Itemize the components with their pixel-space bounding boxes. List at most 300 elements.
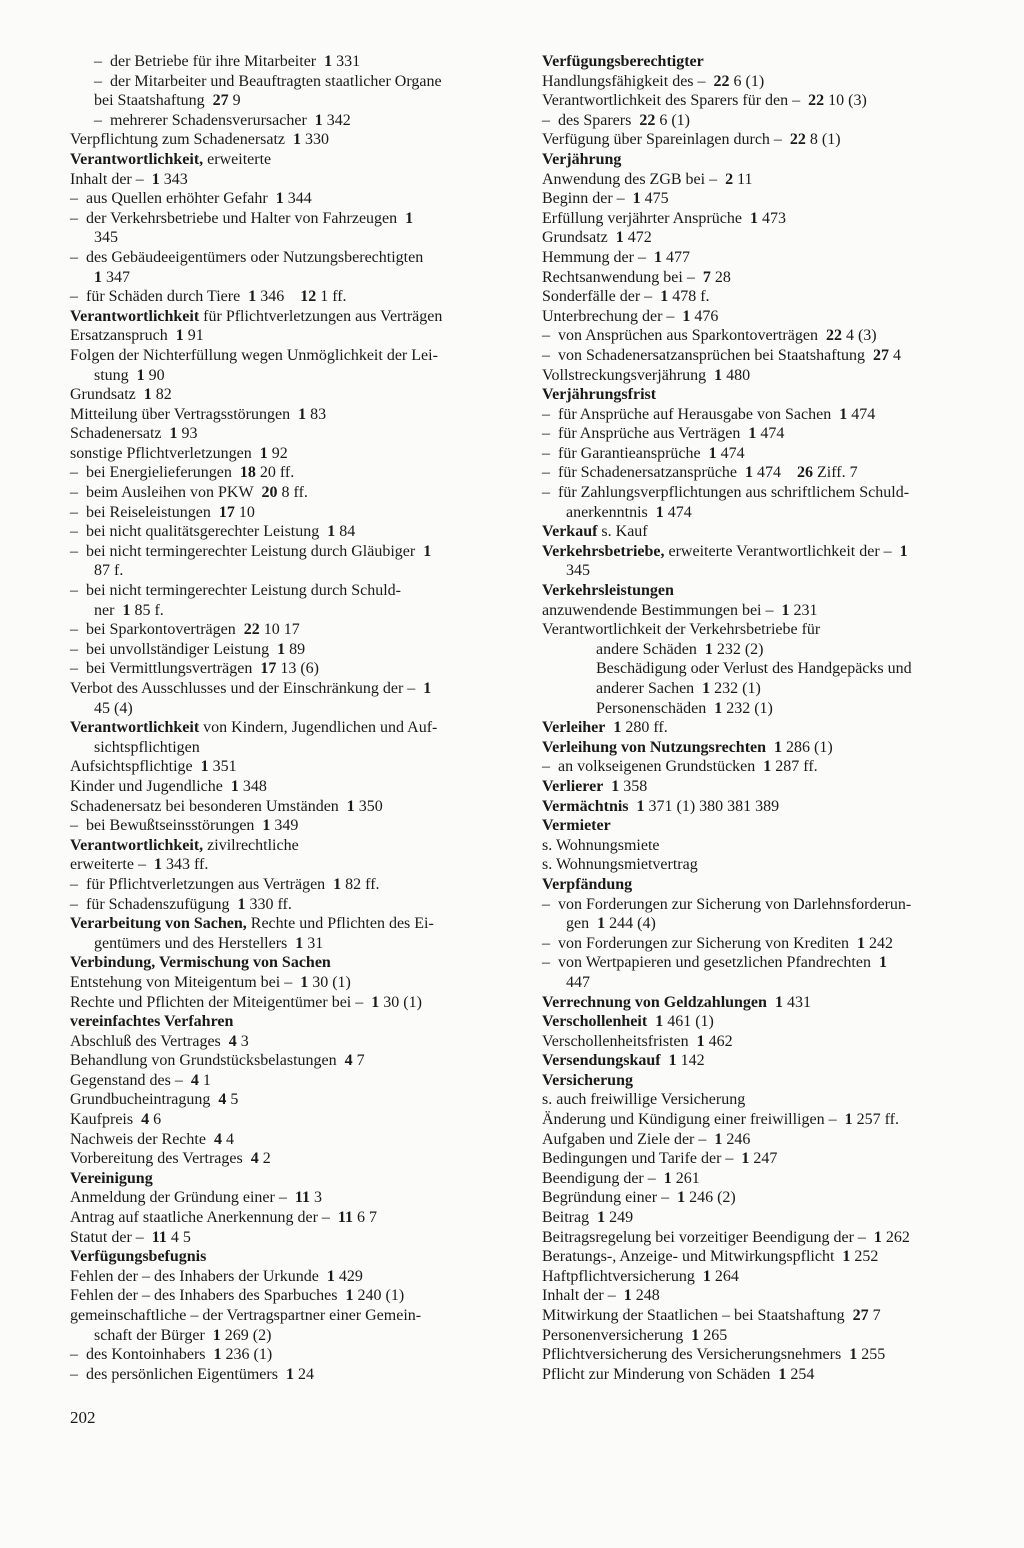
index-entry xyxy=(70,503,518,523)
index-entry xyxy=(70,1228,518,1248)
entry-text xyxy=(661,1052,669,1069)
entry-text: Hemmung der – xyxy=(542,248,654,266)
entry-heading: Verantwortlichkeit, xyxy=(70,836,204,854)
index-entry xyxy=(70,659,518,679)
entry-text: – der Betriebe für ihre Mitarbeiter xyxy=(94,53,325,70)
entry-text: – von Forderungen zur Sicherung von Krediten xyxy=(542,934,858,952)
entry-text: bei Staatshaftung xyxy=(94,92,213,110)
entry-text: 345 xyxy=(94,229,118,247)
index-entry xyxy=(542,1090,994,1110)
entry-reference: 1 232 (1) xyxy=(714,699,773,717)
page-number: 202 xyxy=(70,1408,96,1427)
index-entry xyxy=(70,993,518,1013)
entry-text: Erfüllung verjährter Ansprüche xyxy=(542,209,750,227)
index-entry xyxy=(542,895,994,915)
entry-text: – von Schadenersatzansprüchen bei Staatshaftung xyxy=(542,346,874,364)
index-entry xyxy=(542,405,994,425)
entry-text: – der Verkehrsbetriebe und Halter von Fahrzeugen xyxy=(70,209,406,227)
index-entry xyxy=(542,209,994,229)
entry-text: Fehlen der – des Inhabers des Sparbuches xyxy=(70,1287,346,1305)
entry-reference: 1 92 xyxy=(259,444,288,462)
entry-heading: Verkehrsbetriebe, xyxy=(542,542,665,560)
entry-heading: Verantwortlichkeit xyxy=(70,307,200,325)
entry-reference: 4 2 xyxy=(250,1150,271,1168)
entry-heading: Verleiher xyxy=(542,719,606,737)
entry-reference: 1 231 xyxy=(781,601,818,619)
index-entry xyxy=(542,307,994,327)
entry-reference: 4 1 xyxy=(190,1071,211,1089)
entry-text: – des Gebäudeeigentümers oder Nutzungsberechtigten xyxy=(70,248,424,266)
entry-reference: 1 351 xyxy=(200,758,237,776)
entry-reference: 1 286 (1) xyxy=(774,738,833,756)
index-heading-entry xyxy=(542,581,994,601)
index-heading-entry xyxy=(542,875,994,895)
entry-reference: 1 350 xyxy=(346,797,383,815)
index-entry xyxy=(70,326,518,346)
entry-reference: 1 358 xyxy=(611,777,648,795)
index-entry xyxy=(70,268,518,288)
index-entry xyxy=(542,934,994,954)
index-entry xyxy=(70,405,518,425)
entry-reference: 1 240 (1) xyxy=(345,1287,405,1305)
index-entry xyxy=(542,346,994,366)
index-entry xyxy=(542,130,994,150)
entry-text: gentümers und des Herstellers xyxy=(94,934,296,952)
index-entry xyxy=(70,738,518,758)
entry-reference: 1 330 xyxy=(293,131,330,149)
entry-reference: 1 142 xyxy=(668,1052,705,1070)
entry-reference: 27 9 xyxy=(212,92,241,110)
entry-text: anerkenntnis xyxy=(566,503,656,521)
entry-text: – für Pflichtverletzungen aus Verträgen xyxy=(70,875,334,893)
entry-reference: 1 344 xyxy=(275,190,312,208)
entry-heading: Vermächtnis xyxy=(542,797,629,815)
entry-reference: 1 474 xyxy=(748,425,785,443)
index-heading-entry xyxy=(70,718,518,738)
entry-reference: 22 10 17 xyxy=(243,621,300,639)
entry-text: – für Ansprüche auf Herausgabe von Sachen xyxy=(542,405,840,423)
entry-reference: 1 xyxy=(423,542,432,560)
entry-reference: 1 262 xyxy=(873,1228,910,1246)
entry-text: stung xyxy=(94,366,137,384)
index-entry xyxy=(70,777,518,797)
entry-reference: 1 330 ff. xyxy=(237,895,292,913)
entry-reference: 1 371 (1) 380 381 389 xyxy=(636,797,780,815)
entry-reference: 1 331 xyxy=(324,53,361,70)
index-heading-entry xyxy=(70,1012,518,1032)
index-heading-entry xyxy=(70,953,518,973)
index-entry xyxy=(70,366,518,386)
entry-reference: 1 246 (2) xyxy=(677,1189,736,1207)
entry-reference: 1 472 xyxy=(615,229,652,247)
entry-reference: 4 7 xyxy=(344,1052,365,1070)
entry-heading: Verarbeitung von Sachen, xyxy=(70,915,247,933)
entry-reference: 1 429 xyxy=(326,1267,363,1285)
index-entry xyxy=(542,424,994,444)
index-entry xyxy=(542,248,994,268)
entry-reference: 1 90 xyxy=(136,366,165,384)
entry-reference: 1 xyxy=(878,954,887,972)
index-heading-entry xyxy=(542,993,994,1013)
entry-text: Statut der – xyxy=(70,1228,152,1246)
entry-reference: 1 476 xyxy=(682,307,719,325)
entry-reference: 7 28 xyxy=(702,268,731,286)
entry-text: andere Schäden xyxy=(596,640,705,658)
index-entry xyxy=(542,1228,994,1248)
entry-text: Grundbucheintragung xyxy=(70,1091,219,1109)
index-entry xyxy=(542,189,994,209)
entry-reference: 1 31 xyxy=(295,934,324,952)
entry-reference: 1 343 ff. xyxy=(153,856,209,874)
entry-reference: 1 269 (2) xyxy=(212,1326,272,1344)
entry-text: – an volkseigenen Grundstücken xyxy=(542,758,764,776)
entry-text: Begründung einer – xyxy=(542,1189,678,1207)
entry-reference: 1 347 xyxy=(94,268,130,286)
entry-text: Beschädigung oder Verlust des Handgepäcks und xyxy=(596,660,912,678)
entry-text: – für Garantieansprüche xyxy=(542,444,709,462)
index-entry xyxy=(542,1267,994,1287)
entry-text: Verpflichtung zum Schadenersatz xyxy=(70,131,294,149)
index-entry xyxy=(70,385,518,405)
index-entry xyxy=(542,268,994,288)
index-entry xyxy=(542,366,994,386)
entry-text: – von Ansprüchen aus Sparkontoverträgen xyxy=(542,327,826,345)
entry-text: Mitwirkung der Staatlichen – bei Staatshaftung xyxy=(542,1307,853,1324)
entry-reference: 17 10 xyxy=(218,503,255,521)
index-entry xyxy=(70,1326,518,1346)
entry-reference: 4 5 xyxy=(218,1091,239,1109)
entry-heading: Verkehrsleistungen xyxy=(542,582,674,600)
entry-reference: 1 252 xyxy=(842,1248,879,1266)
entry-heading: Verantwortlichkeit, xyxy=(70,150,204,168)
entry-reference: 1 244 (4) xyxy=(597,915,656,933)
entry-reference: 20 8 ff. xyxy=(261,484,308,502)
entry-text: Grundsatz xyxy=(542,229,616,247)
index-entry xyxy=(70,816,518,836)
entry-reference: 1 346 12 1 ff. xyxy=(248,288,347,306)
entry-text: – von Forderungen zur Sicherung von Darlehnsforderun- xyxy=(542,895,912,913)
entry-text: – bei nicht termingerechter Leistung durch Schuld- xyxy=(70,582,402,600)
entry-text: s. Wohnungsmietvertrag xyxy=(542,856,698,874)
index-entry xyxy=(70,1051,518,1071)
index-entry xyxy=(542,914,994,934)
entry-text: Beitragsregelung bei vorzeitiger Beendigung der – xyxy=(542,1228,874,1246)
entry-reference: 22 8 (1) xyxy=(789,131,841,149)
entry-reference: 1 232 (1) xyxy=(702,680,761,697)
entry-text: 447 xyxy=(566,973,590,991)
index-entry xyxy=(70,1345,518,1365)
entry-text: Verantwortlichkeit der Verkehrsbetriebe für xyxy=(542,621,821,639)
entry-text: – bei nicht termingerechter Leistung durch Gläubiger xyxy=(70,542,424,560)
index-entry xyxy=(70,1267,518,1287)
index-heading-entry xyxy=(542,797,994,817)
entry-text: Verbot des Ausschlusses und der Einschränkung der – xyxy=(70,680,424,697)
entry-reference: 1 348 xyxy=(230,777,267,795)
entry-reference: 1 xyxy=(423,680,432,697)
entry-reference: 4 6 xyxy=(141,1111,162,1129)
entry-heading: Verpfändung xyxy=(542,875,633,893)
entry-reference: 2 11 xyxy=(725,170,753,188)
entry-text: – von Wertpapieren und gesetzlichen Pfandrechten xyxy=(542,954,879,972)
entry-reference: 18 20 ff. xyxy=(239,464,295,482)
entry-text: – bei Reiseleistungen xyxy=(70,503,219,521)
entry-reference: 1 462 xyxy=(696,1032,733,1050)
entry-reference: 1 xyxy=(899,542,908,560)
entry-text: 45 (4) xyxy=(94,699,133,717)
index-entry xyxy=(70,699,518,719)
entry-text xyxy=(647,1013,655,1030)
entry-text: von Kindern, Jugendlichen und Auf- xyxy=(199,719,438,737)
entry-reference: 1 473 xyxy=(749,209,786,227)
index-entry xyxy=(542,111,994,131)
entry-heading: Verfügungsberechtigter xyxy=(542,53,704,70)
entry-reference: 1 431 xyxy=(774,993,811,1011)
entry-text: Grundsatz xyxy=(70,386,144,404)
index-heading-entry xyxy=(70,1169,518,1189)
entry-text: Folgen der Nichterfüllung wegen Unmöglichkeit der Lei- xyxy=(70,346,438,364)
entry-text: Verantwortlichkeit des Sparers für den – xyxy=(542,92,809,110)
entry-text: – des Sparers xyxy=(542,111,640,129)
index-entry xyxy=(70,111,518,131)
index-entry xyxy=(70,1032,518,1052)
entry-text: – für Schäden durch Tiere xyxy=(70,288,249,306)
entry-text: – für Schadenersatzansprüche xyxy=(542,464,746,482)
entry-text: Entstehung von Miteigentum bei – xyxy=(70,973,301,991)
entry-heading: Vermieter xyxy=(542,817,611,835)
entry-text xyxy=(766,739,774,756)
entry-reference: 1 265 xyxy=(691,1326,728,1344)
entry-text: Schadenersatz xyxy=(70,425,170,443)
index-entry xyxy=(542,463,994,483)
index-entry xyxy=(542,287,994,307)
index-entry xyxy=(542,1130,994,1150)
entry-text: – des persönlichen Eigentümers xyxy=(70,1365,286,1383)
entry-reference: 1 474 26 Ziff. 7 xyxy=(745,464,858,482)
index-entry xyxy=(70,581,518,601)
entry-reference: 1 82 xyxy=(143,386,172,404)
index-entry xyxy=(542,679,994,699)
entry-text: schaft der Bürger xyxy=(94,1326,213,1344)
index-entry xyxy=(542,1345,994,1365)
index-entry xyxy=(542,1208,994,1228)
index-entry xyxy=(70,130,518,150)
entry-reference: 22 6 (1) xyxy=(713,72,765,90)
index-entry xyxy=(70,424,518,444)
entry-reference: 1 280 ff. xyxy=(613,719,668,737)
index-entry xyxy=(70,1090,518,1110)
entry-reference: 1 30 (1) xyxy=(371,993,422,1011)
index-entry xyxy=(542,1169,994,1189)
entry-reference: 1 342 xyxy=(314,111,351,129)
index-heading-entry xyxy=(542,777,994,797)
entry-text: ner xyxy=(94,601,123,619)
entry-text: – bei Vermittlungsverträgen xyxy=(70,660,261,678)
index-entry xyxy=(70,934,518,954)
entry-reference: 4 3 xyxy=(228,1032,249,1050)
index-entry xyxy=(70,875,518,895)
entry-text: erweiterte – xyxy=(70,856,154,874)
index-heading-entry xyxy=(542,1071,994,1091)
index-entry xyxy=(542,1326,994,1346)
index-entry xyxy=(542,1110,994,1130)
entry-text: gemeinschaftliche – der Vertragspartner einer Gemein- xyxy=(70,1307,422,1324)
entry-reference: 1 475 xyxy=(632,190,669,208)
index-entry xyxy=(70,973,518,993)
entry-text: Abschluß des Vertrages xyxy=(70,1032,229,1050)
index-entry xyxy=(70,248,518,268)
index-entry xyxy=(542,170,994,190)
index-heading-entry xyxy=(542,738,994,758)
entry-text: – für Zahlungsverpflichtungen aus schriftlichem Schuld- xyxy=(542,484,910,502)
entry-reference: 1 257 ff. xyxy=(844,1111,899,1129)
entry-text xyxy=(629,798,637,815)
entry-text: Verschollenheitsfristen xyxy=(542,1032,697,1050)
entry-text: Rechtsanwendung bei – xyxy=(542,268,703,286)
entry-reference: 1 24 xyxy=(285,1365,314,1383)
entry-reference: 1 474 xyxy=(655,503,692,521)
entry-text: Vollstreckungsverjährung xyxy=(542,366,715,384)
entry-reference: 27 7 xyxy=(852,1307,881,1324)
index-entry xyxy=(542,503,994,523)
index-entry xyxy=(542,1286,994,1306)
entry-text: – bei Bewußtseinsstörungen xyxy=(70,817,263,835)
index-entry xyxy=(542,1306,994,1326)
index-entry xyxy=(70,1110,518,1130)
entry-text: – bei unvollständiger Leistung xyxy=(70,640,278,658)
entry-text: Antrag auf staatliche Anerkennung der – xyxy=(70,1209,338,1227)
index-entry xyxy=(70,72,518,92)
index-entry xyxy=(70,287,518,307)
entry-reference: 1 474 xyxy=(839,405,876,423)
index-entry xyxy=(70,1188,518,1208)
index-entry xyxy=(542,855,994,875)
index-column-right xyxy=(542,52,994,1384)
index-entry xyxy=(542,659,994,679)
entry-reference: 1 83 xyxy=(298,405,327,423)
entry-reference: 1 232 (2) xyxy=(704,640,764,658)
entry-text: Ersatzanspruch xyxy=(70,327,176,345)
entry-heading: Verfügungsbefugnis xyxy=(70,1248,207,1266)
index-entry xyxy=(70,1365,518,1385)
entry-heading: vereinfachtes Verfahren xyxy=(70,1013,234,1031)
entry-text: anderer Sachen xyxy=(596,680,703,697)
index-entry xyxy=(70,209,518,229)
entry-reference: 27 4 xyxy=(873,346,902,364)
entry-text: für Pflichtverletzungen aus Verträgen xyxy=(199,307,443,325)
entry-text: Vorbereitung des Vertrages xyxy=(70,1150,251,1168)
index-heading-entry xyxy=(542,1012,994,1032)
index-entry xyxy=(70,895,518,915)
entry-reference: 1 85 f. xyxy=(122,601,164,619)
entry-reference: 1 255 xyxy=(849,1346,886,1364)
entry-text: Rechte und Pflichten der Miteigentümer bei – xyxy=(70,993,372,1011)
entry-heading: Verkauf xyxy=(542,523,598,541)
index-entry xyxy=(542,620,994,640)
index-entry xyxy=(70,483,518,503)
entry-reference: 11 6 7 xyxy=(337,1209,378,1227)
index-entry xyxy=(542,561,994,581)
entry-text: Mitteilung über Vertragsstörungen xyxy=(70,405,299,423)
entry-text: Behandlung von Grundstücksbelastungen xyxy=(70,1052,345,1070)
index-entry xyxy=(70,855,518,875)
entry-reference: 1 248 xyxy=(623,1287,660,1305)
index-entry xyxy=(70,1130,518,1150)
index-entry xyxy=(542,326,994,346)
entry-text: Verfügung über Spareinlagen durch – xyxy=(542,131,790,149)
index-entry xyxy=(70,1208,518,1228)
entry-text: Beendigung der – xyxy=(542,1169,664,1187)
entry-text: Pflicht zur Minderung von Schäden xyxy=(542,1365,779,1383)
index-heading-entry xyxy=(70,1247,518,1267)
index-entry xyxy=(70,52,518,72)
entry-text: Rechte und Pflichten des Ei- xyxy=(246,915,434,933)
index-heading-entry xyxy=(70,307,518,327)
index-entry xyxy=(542,1365,994,1385)
entry-text: sonstige Pflichtverletzungen xyxy=(70,444,260,462)
entry-reference: 1 xyxy=(405,209,414,227)
index-heading-entry xyxy=(542,385,994,405)
index-entry xyxy=(70,346,518,366)
entry-text: erweiterte xyxy=(203,150,272,168)
index-entry xyxy=(542,953,994,973)
entry-reference: 1 84 xyxy=(327,523,356,541)
entry-text: – bei Sparkontoverträgen xyxy=(70,621,244,639)
index-heading-entry xyxy=(70,150,518,170)
index-entry xyxy=(70,679,518,699)
index-entry xyxy=(70,601,518,621)
index-heading-entry xyxy=(542,542,994,562)
index-entry xyxy=(70,170,518,190)
entry-reference: 1 236 (1) xyxy=(213,1346,273,1364)
index-entry xyxy=(542,1032,994,1052)
entry-text: Anmeldung der Gründung einer – xyxy=(70,1189,295,1207)
entry-text: – des Kontoinhabers xyxy=(70,1346,214,1364)
entry-text: Fehlen der – des Inhabers der Urkunde xyxy=(70,1267,327,1285)
entry-text: Beratungs-, Anzeige- und Mitwirkungspflicht xyxy=(542,1248,843,1266)
entry-reference: 22 10 (3) xyxy=(808,92,867,110)
entry-text: 87 f. xyxy=(94,562,124,580)
index-entry xyxy=(70,542,518,562)
entry-heading: Versicherung xyxy=(542,1071,633,1089)
entry-text: Unterbrechung der – xyxy=(542,307,683,325)
entry-text: Beitrag xyxy=(542,1209,598,1227)
entry-heading: Verlierer xyxy=(542,777,604,795)
index-heading-entry xyxy=(542,522,994,542)
entry-text: Sonderfälle der – xyxy=(542,288,661,306)
entry-text: zivilrechtliche xyxy=(203,836,299,854)
entry-text: Anwendung des ZGB bei – xyxy=(542,170,726,188)
index-entry xyxy=(70,189,518,209)
entry-reference: 1 461 (1) xyxy=(655,1013,714,1031)
index-column-left xyxy=(70,52,518,1384)
entry-text: s. Kauf xyxy=(597,523,648,541)
index-heading-entry xyxy=(542,718,994,738)
entry-reference: 1 477 xyxy=(653,248,690,266)
entry-text: – bei Energielieferungen xyxy=(70,464,240,482)
index-entry xyxy=(542,757,994,777)
entry-text: Personenversicherung xyxy=(542,1326,692,1344)
index-entry xyxy=(70,640,518,660)
entry-heading: Verantwortlichkeit xyxy=(70,719,200,737)
entry-text: gen xyxy=(566,915,598,933)
index-entry xyxy=(542,836,994,856)
index-entry xyxy=(70,91,518,111)
entry-heading: Versendungskauf xyxy=(542,1052,661,1070)
index-entry xyxy=(70,620,518,640)
entry-heading: Verbindung, Vermischung von Sachen xyxy=(70,954,331,972)
entry-text: Bedingungen und Tarife der – xyxy=(542,1150,742,1168)
index-heading-entry xyxy=(542,816,994,836)
